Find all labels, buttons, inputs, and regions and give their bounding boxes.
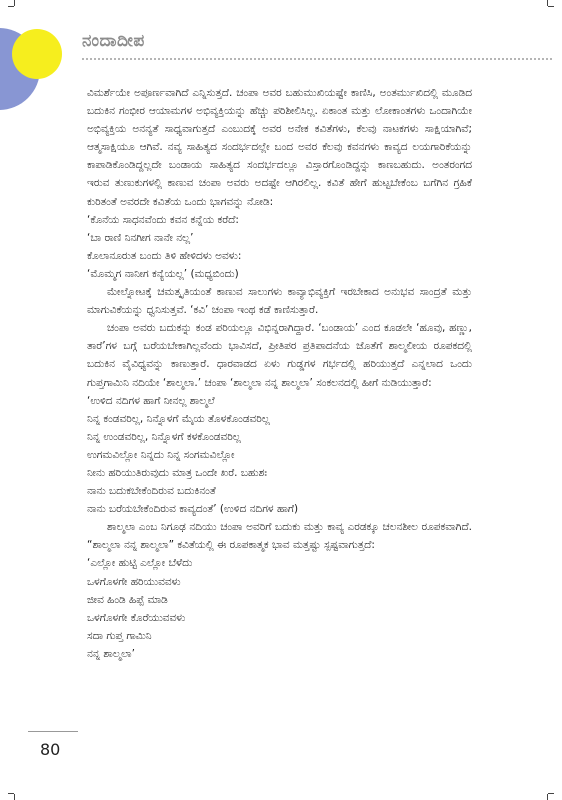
poem-line: ಉಗಮವಿಲ್ಲೋ ನಿನ್ನದು ನಿನ್ನ ಸಂಗಮವಿಲ್ಲೋ: [87, 448, 235, 461]
crop-mark: [14, 0, 15, 6]
paragraph: ಚಂಪಾ ಅವರು ಬದುಕನ್ನು ಕಂಡ ಪರಿಯಲ್ಲೂ ವಿಭಿನ್ನರಾಗಿದ್ದಾರೆ. ‘ಬಂಡಾಯ’ ಎಂದ ಕೂಡಲೇ ‘ಹೂವು, ಹಣ್ಣು, ತಾರೆ’ಗಳ ಬಗ್ಗೆ ಬರೆಯಬೇಕಾಗಿಲ್ಲವೆಂದು ಭಾವಿಸದೆ, ಪ್ರೀತಿಪರ ಪ್ರತಿಪಾದನೆಯ ಜೊತೆಗೆ ಶಾಲ್ಮಲೀಯ ರೂಪಕದಲ್ಲಿ ಬದುಕಿನ ವೈವಿಧ್ಯವನ್ನು ಕಾಣುತ್ತಾರೆ. ಧಾರವಾಡದ ಏಳು ಗುಡ್ಡಗಳ ಗರ್ಭದಲ್ಲಿ ಹರಿಯುತ್ತದೆ ಎನ್ನಲಾದ ಒಂದು ಗುಪ್ತಗಾಮಿನಿ ನದಿಯೇ ‘ಶಾಲ್ಮಲಾ.’ ಚಂಪಾ ‘ಶಾಲ್ಮಲಾ ನನ್ನ ಶಾಲ್ಮಲಾ’ ಸಂಕಲನದಲ್ಲಿ ಹೀಗೆ ನುಡಿಯುತ್ತಾರೆ:: [87, 322, 472, 389]
poem-line: ನಿನ್ನ ಕಂಡವರಿಲ್ಲ, ನಿನ್ನೊಳಗೆ ಮೈಯ ತೊಳಕೊಂಡವರಿಲ್ಲ: [87, 412, 270, 425]
crop-mark: [547, 0, 548, 6]
poem-excerpt-1: [87, 211, 472, 283]
paragraph: ಮೇಲ್ನೋಟಕ್ಕೆ ಚಮತ್ಕೃತಿಯಂತೆ ಕಾಣುವ ಸಾಲುಗಳು ಕಾವ್ಯಾಭಿವ್ಯಕ್ತಿಗೆ ಇರಬೇಕಾದ ಅನುಭವ ಸಾಂದ್ರತೆ ಮತ್ತು ಮಾಗುವಿಕೆಯನ್ನು ಧ್ವನಿಸುತ್ತವೆ. ‘ಕವಿ’ ಚಂಪಾ ಇಂಥ ಕಡೆ ಕಾಣಿಸುತ್ತಾರೆ.: [87, 286, 472, 317]
poem-line: ಕೊಲಾನೂರುತ ಬಂದು ತಿಳಿ ಹೇಳಿದಳು ಅವಳು:: [87, 249, 242, 262]
crop-mark: [14, 794, 15, 800]
poem-line: ಒಳಗೊಳಗೇ ಕೊರೆಯುವವಳು: [87, 611, 186, 624]
poem-line: ನೀನು ಹರಿಯುತಿರುವುದು ಮಾತ್ರ ಒಂದೇ ಖರೆ. ಬಹುಶಃ: [87, 466, 267, 479]
poem-line: ನನ್ನ ಶಾಲ್ಮಲಾ’: [87, 647, 135, 660]
poem-line: ‘ಉಳಿದ ನದಿಗಳ ಹಾಗೆ ನೀನಲ್ಲ ಶಾಲ್ಮಲೆ: [87, 394, 215, 407]
poem-line: ಒಳಗೊಳಗೇ ಹರಿಯುವವಳು: [87, 575, 181, 588]
running-header-title: ನಂದಾದೀಪ: [82, 31, 145, 51]
footer-rule: [28, 731, 78, 732]
poem-line: ಸದಾ ಗುಪ್ತ ಗಾಮಿನಿ: [87, 629, 152, 642]
poem-line: ‘ಬಾ ರಾಣಿ ನಿನಗೀಗ ನಾನೇ ನಲ್ಲ’: [87, 231, 194, 244]
article-body: [87, 84, 472, 663]
poem-line: ನಿನ್ನ ಉಂಡವರಿಲ್ಲ, ನಿನ್ನೊಳಗೆ ಕಳಕೊಂಡವರಿಲ್ಲ: [87, 430, 241, 443]
poem-line: ಜೀವ ಹಿಂಡಿ ಹಿಪ್ಪೆ ಮಾಡಿ: [87, 593, 168, 606]
page-number: 80: [40, 740, 61, 759]
poem-line: ‘ಮೊಮ್ಮಗ ನಾನೀಗ ಕನ್ಯೆಯಲ್ಲ’ (ಮಧ್ಯಬಿಂದು): [87, 267, 239, 280]
poem-line: ನಾನು ಬರೆಯಬೇಕೆಂದಿರುವ ಕಾವ್ಯದಂತೆ’ (ಉಳಿದ ನದಿಗಳ ಹಾಗೆ): [87, 503, 299, 516]
crop-mark: [548, 793, 554, 794]
poem-excerpt-3: [87, 554, 472, 663]
poem-line: ನಾನು ಬದುಕಬೇಕೆಂದಿರುವ ಬದುಕಿನಂತೆ: [87, 485, 216, 498]
poem-excerpt-2: [87, 392, 472, 519]
poem-line: ‘ಎಲ್ಲೋ ಹುಟ್ಟಿ ಎಲ್ಲೋ ಬೆಳೆದು: [87, 557, 193, 570]
paragraph: ಶಾಲ್ಮಲಾ ಎಂಬ ನಿಗೂಢ ನದಿಯು ಚಂಪಾ ಅವರಿಗೆ ಬದುಕು ಮತ್ತು ಕಾವ್ಯ ಎರಡಕ್ಕೂ ಚಲನಶೀಲ ರೂಪಕವಾಗಿದೆ. “ಶಾಲ್ಮಲಾ ನನ್ನ ಶಾಲ್ಮಲಾ” ಕವಿತೆಯಲ್ಲಿ ಈ ರೂಪಕಾತ್ಮಕ ಭಾವ ಮತ್ತಷ್ಟು ಸ್ಪಷ್ಟವಾಗುತ್ತದೆ:: [87, 521, 472, 552]
header-dotted-rule: [82, 58, 552, 60]
crop-mark: [8, 6, 14, 7]
paragraph: ವಿಮರ್ಶೆಯೇ ಅಪೂರ್ಣವಾಗಿದೆ ಎನ್ನಿಸುತ್ತದೆ. ಚಂಪಾ ಅವರ ಬಹುಮುಖಿಯಷ್ಟೇ ಕಾಣಿಸಿ, ಅಂತರ್ಮುಖಿದಲ್ಲಿ ಮೂಡಿದ ಬದುಕಿನ ಗಂಭೀರ ಆಯಾಮಗಳ ಅಭಿವ್ಯಕ್ತಿಯನ್ನು ಹೆಚ್ಚು ಪರಿಶೀಲಿಸಿಲ್ಲ. ಏಕಾಂತ ಮತ್ತು ಲೋಕಾಂತಗಳು ಒಂದಾಗಿಯೇ ಅಭಿವ್ಯಕ್ತಿಯ ಅನನ್ಯತೆ ಸಾಧ್ಯವಾಗುತ್ತದೆ ಎಂಬುದಕ್ಕೆ ಅವರ ಅನೇಕ ಕವಿತೆಗಳು, ಕೆಲವು ನಾಟಕಗಳು ಸಾಕ್ಷಿಯಾಗಿವೆ; ಆತ್ಮಸಾಕ್ಷಿಯೂ ಆಗಿವೆ. ನವ್ಯ ಸಾಹಿತ್ಯದ ಸಂದರ್ಭದಲ್ಲೇ ಬಂದ ಅವರ ಕೆಲವು ಕವನಗಳು ಕಾವ್ಯದ ಲಯಗಾರಿಕೆಯನ್ನು ಕಾಪಾಡಿಕೊಂಡಿದ್ದಲ್ಲದೇ ಬಂಡಾಯ ಸಾಹಿತ್ಯದ ಸಂದರ್ಭದಲ್ಲೂ ವಿಸ್ತಾರಗೊಂಡಿದ್ದನ್ನು ಕಾಣಬಹುದು. ಅಂತರಂಗದ ಇರುವ ತುಣುಕುಗಳಲ್ಲಿ ಕಾಣುವ ಚಂಪಾ ಅವರು ಅದಷ್ಟೇ ಆಗಿರಲಿಲ್ಲ. ಕವಿತೆ ಹೇಗೆ ಹುಟ್ಟಬೇಕೆಂಬ ಬಗೆಗಿನ ಗ್ರಹಿಕೆ ಕುರಿತಂತೆ ಅವರದೇ ಕವಿತೆಯ ಒಂದು ಭಾಗವನ್ನು ನೋಡಿ:: [87, 87, 472, 208]
crop-mark: [548, 6, 554, 7]
poem-line: ‘ಕೊನೆಯ ಸಾಧನವೆಂದು ಕವನ ಕನ್ನೆಯ ಕರೆದೆ:: [87, 213, 239, 226]
crop-mark: [547, 794, 548, 800]
decorative-yellow-circle: [12, 29, 62, 79]
